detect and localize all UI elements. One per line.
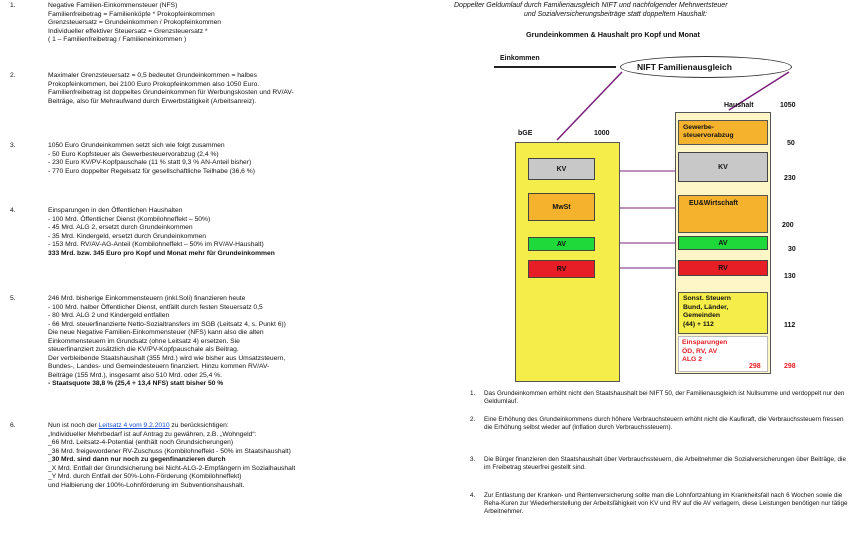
note-text: Zur Entlastung der Kranken- und Rentenversicherung sollte man die Lohnfortzahlung im Krankheitsfall nach 6 Wochen sowie die Reha-Kuren zur Wiederherstellung der Arbeitsfähigkeit von KV und RV auf die AV verlagern, diese Leistungen benötigen nur tätige Arbeitnehmer. xyxy=(484,492,848,515)
connector-lines xyxy=(432,0,852,400)
text-line: Grenzsteuersatz = Grundeinkommen / Prokopfeinkommen xyxy=(48,19,222,26)
text-line: _Y Mrd. durch Entfall der 50%-Lohn-Förderung (Kombilohneffekt) xyxy=(48,473,242,480)
text-line: - 100 Mrd. Öffentlicher Dienst (Kombilohneffekt – 50%) xyxy=(48,215,211,223)
eu-label: EU&Wirtschaft xyxy=(689,200,738,207)
note-text: Die Bürger finanzieren den Staatshaushalt über Verbrauchssteuern, die Arbeitnehmer die Sozialversicherungen über Beiträge, die im Freibetrag steuerfrei gestellt sind. xyxy=(484,456,846,471)
einsparungen-box xyxy=(678,336,768,372)
section-text xyxy=(48,422,428,490)
note-number: 2. xyxy=(470,416,476,423)
right-column xyxy=(432,0,852,558)
diagram-title: Grundeinkommen & Haushalt pro Kopf und Monat xyxy=(526,30,700,39)
text-segment: zu berücksichtigen: xyxy=(169,422,229,429)
text-line: und Halbierung der 100%-Lohnförderung im Subventionshaushalt. xyxy=(48,481,245,489)
text-line: Negative Familien-Einkommensteuer (NFS) xyxy=(48,2,178,9)
text-line: _66 Mrd. Leitsatz-4-Potential (enthält noch Grundsicherungen) xyxy=(48,439,234,446)
text-line: Die neue Negative Familien-Einkommensteuer (NFS) kann also die alten xyxy=(48,329,264,336)
text-line: „Individueller Mehrbedarf ist auf Antrag zu gewähren, z.B. „Wohngeld“: xyxy=(48,430,257,438)
sonst-steuern-box xyxy=(678,292,768,334)
kv-value: 230 xyxy=(784,175,796,182)
text-line: Familienfreibetrag ist doppeltes Grundeinkommen für Werbungskosten und RV/AV- xyxy=(48,89,294,96)
einkommen-label: Einkommen xyxy=(500,55,540,62)
text-line: Einkommensteuern im Grundsatz (ohne Leitsatz 4) ersetzen. Sie xyxy=(48,337,240,345)
section-number: 6. xyxy=(10,422,16,429)
haushalt-value: 1050 xyxy=(780,102,796,109)
text-line: - 230 Euro KV/PV-Kopfpauschale (11 % statt 9,3 % AN-Anteil bisher) xyxy=(48,159,252,166)
text-line: - 100 Mrd. halber Öffentlicher Dienst, entfällt durch festen Steuersatz 0,5 xyxy=(48,303,263,311)
section-text xyxy=(48,207,428,258)
section-number: 3. xyxy=(10,142,16,149)
einsparungen-label: Einsparungen ÖD, RV, AV ALG 2 xyxy=(682,339,728,363)
einsparungen-value: 298 xyxy=(784,363,796,370)
note-text: Das Grundeinkommen erhöht nicht den Staatshaushalt bei NIFT 50, der Familienausgleich ist Nullsumme und verdoppelt nur den Geldumlauf. xyxy=(484,390,845,405)
section-number: 2. xyxy=(10,72,16,79)
text-line: Beiträge, also für Mehraufwand durch Erwerbstätigkeit (Arbeitsanreiz). xyxy=(48,97,257,105)
haushalt-kv-box: KV xyxy=(678,152,768,182)
text-line: 333 Mrd. bzw. 345 Euro pro Kopf und Monat mehr für Grundeinkommen xyxy=(48,249,275,257)
bge-rv-box: RV xyxy=(528,260,595,278)
text-line: Maximaler Grenzsteuersatz = 0,5 bedeutet Grundeinkommen = halbes xyxy=(48,72,257,79)
text-line: _30 Mrd. sind dann nur noch zu gegenfinanzieren durch xyxy=(48,456,226,463)
bge-av-box: AV xyxy=(528,237,595,251)
text-line: Beiträge (155 Mrd.), insgesamt also 510 Mrd. oder 25,4 %. xyxy=(48,371,222,379)
section-number: 1. xyxy=(10,2,16,9)
text-line: Individueller effektiver Steuersatz = Grenzsteuersatz * xyxy=(48,27,208,35)
text-line: 1050 Euro Grundeinkommen setzt sich wie folgt zusammen xyxy=(48,142,225,149)
sonst-steuern-label: Sonst. Steuern Bund, Länder, Gemeinden (44) + 112 xyxy=(683,295,731,328)
text-line: - 770 Euro doppelter Regelsatz für gesellschaftliche Teilhabe (36,6 %) xyxy=(48,167,255,175)
section-text xyxy=(48,142,428,176)
text-line: steuerfinanziert zusätzlich die KV/PV-Kopfpauschale als Beitrag. xyxy=(48,346,239,353)
text-line: Bundes-, Landes- und Gemeindesteuern finanziert. Hinzu kommen RV/AV- xyxy=(48,363,270,370)
text-line: _36 Mrd. freigewordener RV-Zuschuss (Kombilohneffekt - 50% im Staatshaushalt) xyxy=(48,447,291,455)
note-number: 3. xyxy=(470,456,476,463)
note-number: 1. xyxy=(470,390,476,397)
text-line: - Staatsquote 38,8 % (25,4 + 13,4 NFS) statt bisher 50 % xyxy=(48,380,224,387)
nift-label: NIFT Familienausgleich xyxy=(637,62,732,72)
text-line: - 45 Mrd. ALG 2, ersetzt durch Grundeinkommen xyxy=(48,224,193,231)
gewerbe-value: 50 xyxy=(787,140,795,147)
note-text: Eine Erhöhung des Grundeinkommens durch höhere Verbrauchsteuern erhöht nicht die Kaufkraft, die Verbrauchssteuern fressen die Erhöhung selbst wieder auf (Inflation durch Verbrauchssteuern). xyxy=(484,416,844,431)
note-number: 4. xyxy=(470,492,476,499)
text-line: Prokopfeinkommen, bei 2100 Euro Prokopfeinkommen also 1050 Euro. xyxy=(48,80,260,88)
rv-value: 130 xyxy=(784,273,796,280)
text-line: - 66 Mrd. steuerfinanzierte Netto-Sozialtransfers im SGB (Leitsatz 4, s. Punkt 6)) xyxy=(48,320,286,328)
section-text xyxy=(48,2,428,45)
section-number: 5. xyxy=(10,295,16,302)
text-line: ( 1 – Familienfreibetrag / Familieneinkommen ) xyxy=(48,36,187,43)
eu-box xyxy=(678,195,768,233)
text-line: Der verbleibende Staatshaushalt (355 Mrd.) wird wie bisher aus Umsatzsteuern, xyxy=(48,354,286,362)
text-line xyxy=(48,422,428,431)
text-line: - 35 Mrd. Kindergeld, ersetzt durch Grundeinkommen xyxy=(48,232,206,240)
sonst-value: 112 xyxy=(784,322,796,329)
line-nift-bge xyxy=(557,72,622,140)
text-line: Einsparungen in den Öffentlichen Haushalten xyxy=(48,207,183,214)
haushalt-av-box: AV xyxy=(678,236,768,250)
text-line: Familienfreibetrag = Familienköpfe * Prokopfeinkommen xyxy=(48,10,215,18)
gewerbe-label: Gewerbe- steuervorabzug xyxy=(683,124,734,139)
section-number: 4. xyxy=(10,207,16,214)
eu-value: 200 xyxy=(782,222,794,229)
section-text xyxy=(48,72,428,106)
bge-kv-box: KV xyxy=(528,158,595,180)
bge-label: bGE xyxy=(518,130,533,137)
bge-mwst-box: MwSt xyxy=(528,193,595,221)
einsparungen-inner-value: 298 xyxy=(749,363,761,370)
text-line: 246 Mrd. bisherige Einkommensteuern (inkl.Soli) finanzieren heute xyxy=(48,295,246,302)
text-line: _X Mrd. Entfall der Grundsicherung bei Nicht-ALG-2-Empfängern im Sozialhaushalt xyxy=(48,464,296,472)
intro-line-2: und Sozialversicherungsbeiträge statt doppeltem Haushalt: xyxy=(524,11,707,18)
haushalt-rv-box: RV xyxy=(678,260,768,276)
text-line: - 50 Euro Kopfsteuer als Gewerbesteuervorabzug (2,4 %) xyxy=(48,150,219,158)
intro-line-1: Doppelter Geldumlauf durch Familienausgleich NIFT und nachfolgender Mehrwertsteuer xyxy=(454,2,728,9)
haushalt-label: Haushalt xyxy=(724,102,754,109)
gewerbe-box xyxy=(678,120,768,145)
av-value: 30 xyxy=(788,246,796,253)
leitsatz-link[interactable]: Leitsatz 4 vom 9.2.2010 xyxy=(98,422,170,429)
text-line: - 80 Mrd. ALG 2 und Kindergeld entfallen xyxy=(48,312,170,319)
bge-value: 1000 xyxy=(594,130,610,137)
text-line: - 153 Mrd. RV/AV-AG-Anteil (Kombilohneffekt – 50% im RV/AV-Haushalt) xyxy=(48,241,264,248)
text-segment: Nun ist noch der xyxy=(48,422,99,429)
section-text xyxy=(48,295,428,389)
